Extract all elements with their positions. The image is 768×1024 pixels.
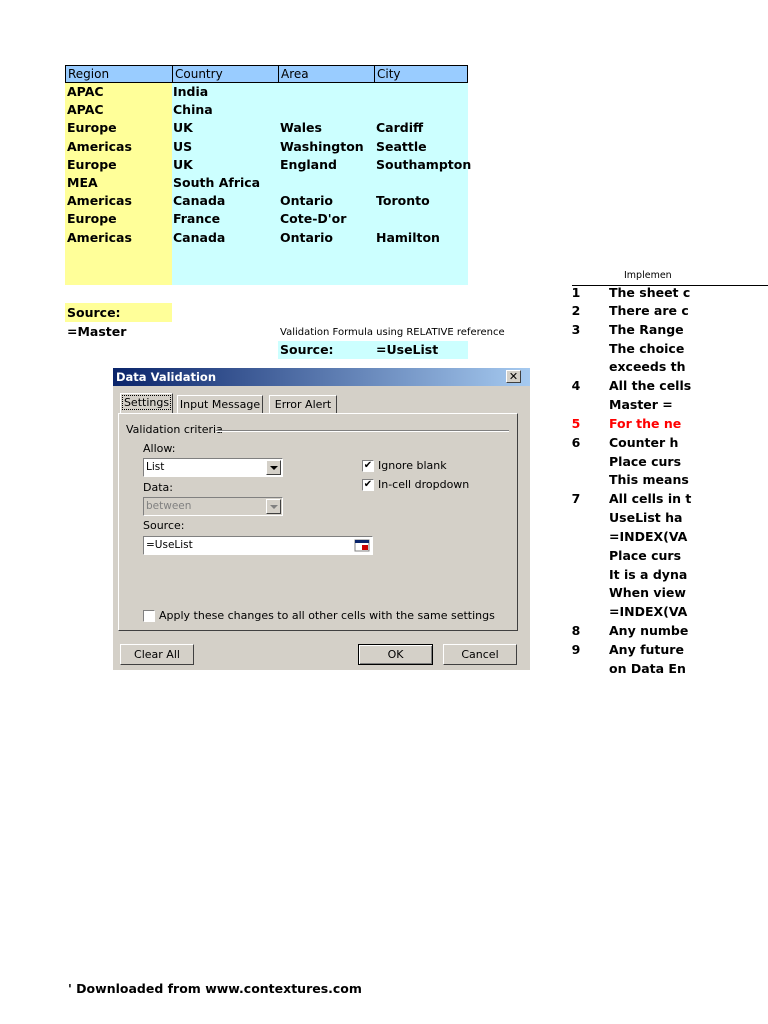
apply-all-label[interactable]: Apply these changes to all other cells with the same settings — [159, 609, 495, 622]
header-country: Country — [172, 66, 279, 82]
in-cell-dropdown-checkbox[interactable]: ✔ — [363, 479, 373, 490]
cell-region: Europe — [67, 156, 117, 172]
cell-city: Seattle — [376, 138, 427, 154]
instruction-number: 8 — [571, 623, 581, 638]
cell-city: Hamilton — [376, 229, 440, 245]
dialog-title: Data Validation — [113, 368, 530, 386]
instruction-text: Any numbe — [609, 623, 689, 638]
table-row — [65, 138, 468, 156]
cell-country: China — [173, 102, 213, 118]
table-row — [65, 119, 468, 137]
cell-country: South Africa — [173, 175, 261, 190]
instruction-text: For the ne — [609, 416, 682, 431]
instruction-number: 5 — [571, 416, 581, 431]
instruction-number: 2 — [571, 303, 581, 318]
instruction-text: There are c — [609, 303, 689, 318]
instruction-text: All the cells — [609, 378, 692, 393]
cell-country: Canada — [173, 193, 226, 209]
instruction-text: It is a dyna — [609, 567, 688, 582]
source-label: Source: — [143, 519, 185, 532]
instruction-text: When view — [609, 585, 686, 600]
instruction-number: 3 — [571, 322, 581, 337]
table-row — [65, 192, 468, 210]
cell-country: UK — [173, 156, 193, 172]
source-master-cell: Source: =Master — [65, 303, 172, 322]
instruction-text: UseList ha — [609, 510, 683, 525]
tab-input-message[interactable]: Input Message — [177, 395, 263, 413]
chevron-down-icon — [266, 499, 281, 514]
cell-region: MEA — [67, 175, 98, 190]
cell-country: UK — [173, 120, 193, 136]
region-table — [65, 65, 472, 285]
cell-region: Europe — [67, 211, 117, 227]
validation-criteria-label: Validation criteria — [126, 423, 223, 436]
criteria-divider — [216, 430, 509, 432]
data-select-value: between — [146, 500, 192, 512]
instruction-text: exceeds th — [609, 359, 686, 374]
instruction-text: on Data En — [609, 661, 686, 676]
implementation-heading: Implemen — [624, 270, 672, 281]
instruction-number: 1 — [571, 285, 581, 300]
cell-city: Southampton — [376, 156, 472, 172]
ignore-blank-label[interactable]: Ignore blank — [378, 459, 447, 472]
data-select — [143, 497, 283, 516]
cell-region: APAC — [67, 84, 104, 99]
allow-select-value: List — [146, 461, 165, 473]
cell-city: Cardiff — [376, 120, 424, 136]
tab-settings[interactable]: Settings — [120, 393, 173, 414]
instruction-number: 6 — [571, 435, 581, 450]
cell-area: England — [280, 156, 337, 172]
chevron-down-icon[interactable] — [266, 460, 281, 475]
ok-button[interactable]: OK — [358, 644, 433, 665]
cell-region: Americas — [67, 229, 132, 245]
cell-region: Americas — [67, 138, 132, 154]
instruction-text: Master = — [609, 397, 673, 412]
instruction-text: =INDEX(VA — [609, 604, 688, 619]
range-select-icon[interactable] — [354, 539, 370, 552]
cell-country: France — [173, 211, 221, 227]
instruction-text: Counter h — [609, 435, 679, 450]
instruction-number: 9 — [571, 642, 581, 657]
cell-area: Ontario — [280, 229, 333, 245]
close-icon[interactable]: ✕ — [506, 370, 521, 383]
cell-country: Canada — [173, 229, 226, 245]
instruction-text: The Range — [609, 322, 684, 337]
header-region: Region — [68, 67, 110, 81]
instruction-text: The choice — [609, 341, 685, 356]
table-row — [65, 210, 468, 228]
cell-city: Toronto — [376, 193, 430, 209]
header-city: City — [374, 66, 468, 82]
cell-area: Ontario — [280, 193, 333, 209]
instruction-text: =INDEX(VA — [609, 529, 688, 544]
instruction-text: Place curs — [609, 454, 682, 469]
instruction-number: 7 — [571, 491, 581, 506]
cell-region: Americas — [67, 193, 132, 209]
instruction-text: The sheet c — [609, 285, 691, 300]
cell-country: US — [173, 138, 193, 154]
allow-select[interactable] — [143, 458, 283, 477]
cell-country: India — [173, 84, 209, 99]
cancel-button[interactable]: Cancel — [443, 644, 517, 665]
data-label: Data: — [143, 481, 173, 494]
instruction-text: Place curs — [609, 548, 682, 563]
instruction-text: This means — [609, 472, 689, 487]
header-area: Area — [278, 66, 374, 82]
source-uselist-value: =UseList — [376, 342, 439, 357]
footer-credit: ' Downloaded from www.contextures.com — [68, 981, 362, 996]
cell-area: Wales — [280, 120, 322, 136]
source-uselist-label: Source: — [280, 342, 334, 357]
source-input[interactable] — [143, 536, 373, 555]
cell-area: Washington — [280, 138, 364, 154]
table-row — [65, 83, 468, 101]
validation-formula-note: Validation Formula using RELATIVE reference — [280, 327, 505, 338]
implementation-notes — [560, 268, 768, 688]
table-header-row — [65, 65, 468, 83]
instruction-number: 4 — [571, 378, 581, 393]
instruction-text: Any future — [609, 642, 684, 657]
instruction-text: All cells in t — [609, 491, 692, 506]
cell-region: APAC — [67, 102, 104, 118]
table-row — [65, 101, 468, 119]
data-validation-dialog — [113, 368, 530, 670]
source-input-value: =UseList — [146, 539, 193, 551]
cell-region: Europe — [67, 120, 117, 136]
cell-area: Cote-D'or — [280, 211, 347, 227]
allow-label: Allow: — [143, 442, 176, 455]
table-row — [65, 174, 468, 192]
tab-error-alert[interactable]: Error Alert — [269, 395, 337, 413]
table-row — [65, 229, 468, 247]
table-row — [65, 156, 472, 174]
ignore-blank-checkbox[interactable]: ✔ — [363, 460, 373, 471]
apply-all-checkbox[interactable] — [143, 610, 155, 622]
in-cell-dropdown-label[interactable]: In-cell dropdown — [378, 478, 470, 491]
source-uselist-cell — [278, 341, 468, 359]
clear-all-button[interactable]: Clear All — [120, 644, 194, 665]
